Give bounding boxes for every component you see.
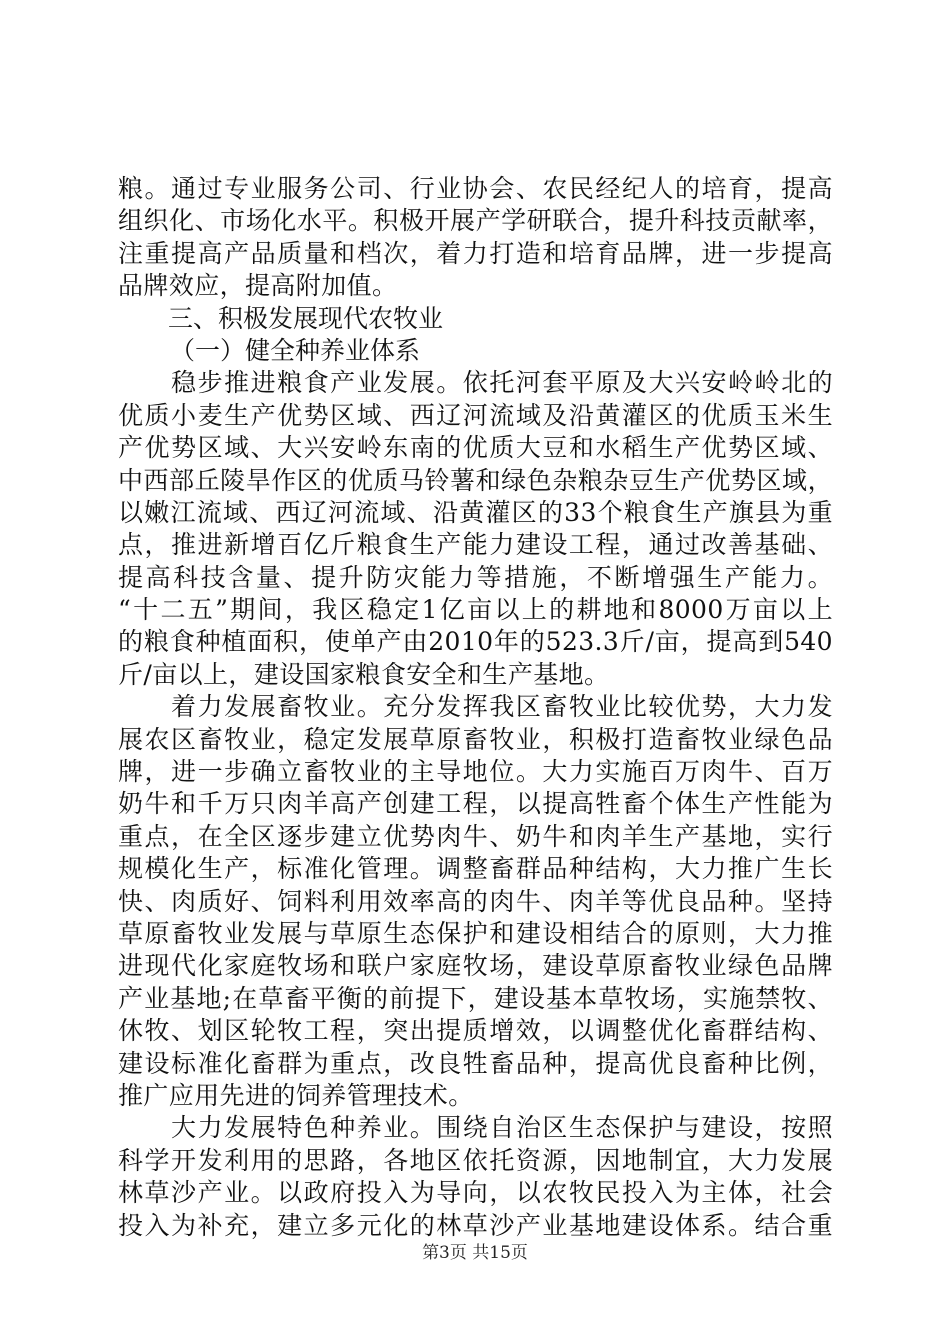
text-line: 快、肉质好、饲料利用效率高的肉牛、肉羊等优良品种。坚持 (118, 886, 833, 916)
text-line: （一）健全种养业体系 (170, 335, 421, 365)
section-heading (118, 303, 833, 335)
text-line: 斤/亩以上，建设国家粮食安全和生产基地。 (118, 659, 610, 689)
text-line: 草原畜牧业发展与草原生态保护和建设相结合的原则，大力推 (118, 918, 833, 948)
text-line: 大力发展特色种养业。围绕自治区生态保护与建设，按照 (118, 1113, 833, 1143)
text-line: 以嫩江流域、西辽河流域、沿黄灌区的33个粮食生产旗县为重 (118, 497, 833, 527)
body-paragraph (118, 1112, 833, 1242)
text-line: 的粮食种植面积，使单产由2010年的523.3斤/亩，提高到540 (118, 627, 833, 657)
text-line: 投入为补充，建立多元化的林草沙产业基地建设体系。结合重 (118, 1210, 833, 1240)
text-line: 牌，进一步确立畜牧业的主导地位。大力实施百万肉牛、百万 (118, 757, 833, 787)
text-line: 进现代化家庭牧场和联户家庭牧场，建设草原畜牧业绿色品牌 (118, 951, 833, 981)
text-line: 三、积极发展现代农牧业 (168, 303, 444, 333)
page-footer: 第3页 共15页 (422, 1243, 528, 1263)
text-line: 组织化、市场化水平。积极开展产学研联合，提升科技贡献率， (118, 206, 833, 236)
document-body (118, 173, 833, 1242)
text-line: 建设标准化畜群为重点，改良牲畜品种，提高优良畜种比例， (118, 1048, 833, 1078)
text-line: 科学开发利用的思路，各地区依托资源，因地制宜，大力发展 (118, 1145, 833, 1175)
text-line: 提高科技含量、提升防灾能力等措施，不断增强生产能力。 (118, 562, 833, 592)
subsection-heading (118, 335, 833, 367)
text-line: 品牌效应，提高附加值。 (118, 271, 398, 301)
text-line: 粮。通过专业服务公司、行业协会、农民经纪人的培育，提高 (118, 174, 833, 203)
text-line: 中西部丘陵旱作区的优质马铃薯和绿色杂粮杂豆生产优势区域， (118, 465, 833, 495)
text-line: 奶牛和千万只肉羊高产创建工程，以提高牲畜个体生产性能为 (118, 789, 833, 819)
text-line: 注重提高产品质量和档次，着力打造和培育品牌，进一步提高 (118, 238, 833, 268)
text-line: 推广应用先进的饲养管理技术。 (118, 1080, 474, 1110)
text-line: 产业基地;在草畜平衡的前提下，建设基本草牧场，实施禁牧、 (118, 983, 833, 1013)
body-paragraph (118, 173, 833, 303)
text-line: 重点，在全区逐步建立优势肉牛、奶牛和肉羊生产基地，实行 (118, 821, 833, 851)
body-paragraph (118, 367, 833, 691)
text-line: 休牧、划区轮牧工程，突出提质增效，以调整优化畜群结构、 (118, 1016, 833, 1046)
text-line: “十二五”期间，我区稳定1亿亩以上的耕地和8000万亩以上 (118, 595, 833, 625)
text-line: 展农区畜牧业，稳定发展草原畜牧业，积极打造畜牧业绿色品 (118, 724, 833, 754)
text-line: 林草沙产业。以政府投入为导向，以农牧民投入为主体，社会 (118, 1178, 833, 1208)
text-line: 规模化生产，标准化管理。调整畜群品种结构，大力推广生长 (118, 854, 833, 884)
text-line: 点，推进新增百亿斤粮食生产能力建设工程，通过改善基础、 (118, 530, 833, 560)
body-paragraph (118, 691, 833, 1112)
text-line: 着力发展畜牧业。充分发挥我区畜牧业比较优势，大力发 (118, 692, 833, 722)
text-line: 优质小麦生产优势区域、西辽河流域及沿黄灌区的优质玉米生 (118, 400, 833, 430)
text-line: 稳步推进粮食产业发展。依托河套平原及大兴安岭岭北的 (118, 368, 833, 398)
text-line: 产优势区域、大兴安岭东南的优质大豆和水稻生产优势区域、 (118, 433, 833, 463)
